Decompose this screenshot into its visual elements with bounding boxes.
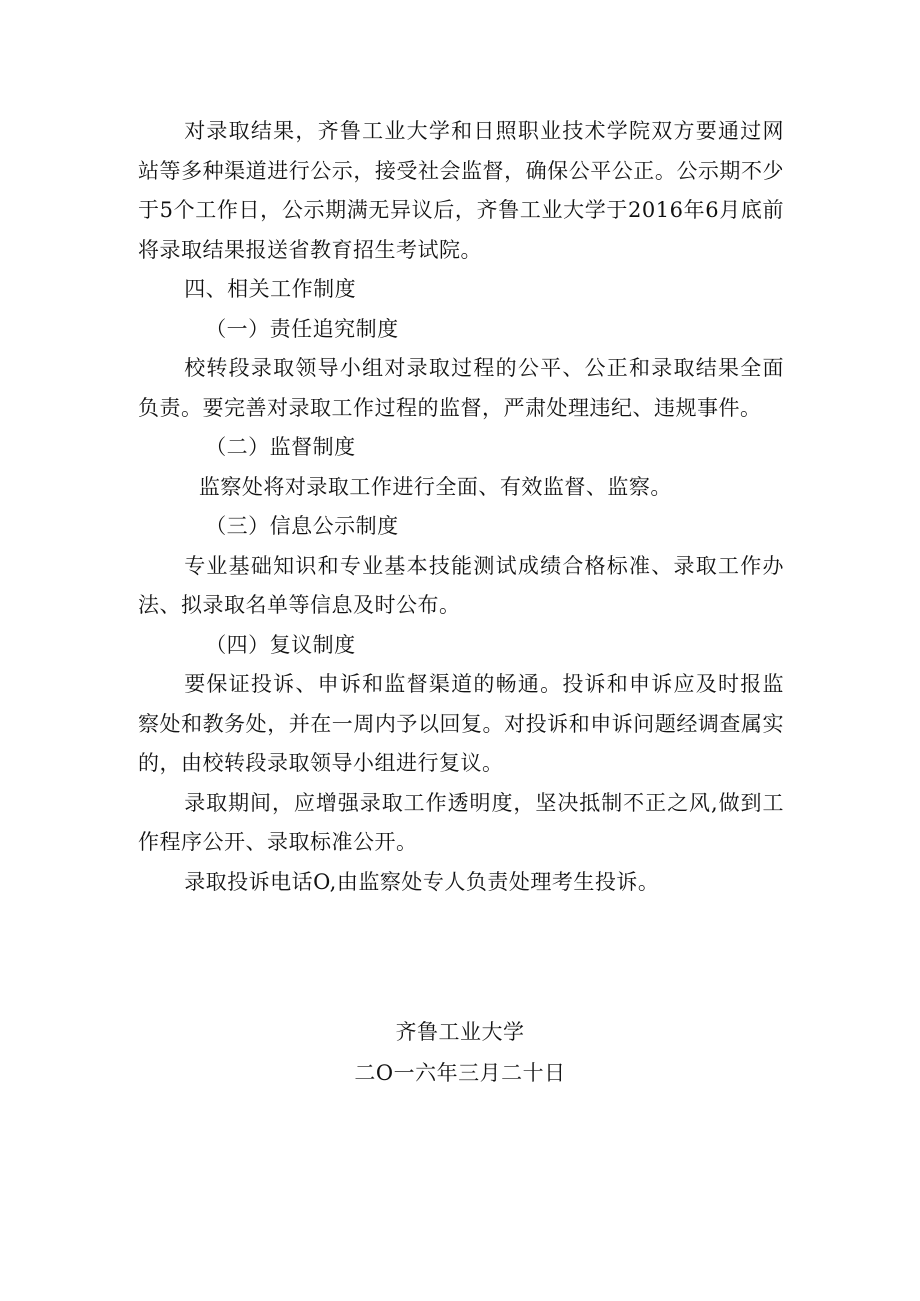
paragraph-supervision: 监察处将对录取工作进行全面、有效监督、监察。: [198, 474, 672, 499]
subheading-disclosure: （三）信息公示制度: [205, 514, 399, 538]
section-heading-work-rules: 四、相关工作制度: [184, 277, 357, 301]
signature-organization: 齐鲁工业大学: [395, 1020, 525, 1044]
subheading-accountability: （一）责任追究制度: [205, 316, 399, 341]
subheading-supervision: （二）监督制度: [205, 435, 356, 459]
subheading-review: （四）复议制度: [205, 632, 356, 657]
paragraph-accountability: 校转段录取领导小组对录取过程的公平、公正和录取结果全面负责。要完善对录取工作过程的监督，严肃处理违纪、违规事件。: [138, 356, 784, 420]
paragraph-transparency: 录取期间，应增强录取工作透明度，坚决抵制不正之风,做到工作程序公开、录取标准公开。: [138, 790, 784, 854]
paragraph-admission-results: 对录取结果，齐鲁工业大学和日照职业技术学院双方要通过网站等多种渠道进行公示，接受社会监督，确保公平公正。公示期不少于5个工作日，公示期满无异议后，齐鲁工业大学于2016年6月底前将录取结果报送省教育招生考试院。: [138, 119, 784, 262]
paragraph-review: 要保证投诉、申诉和监督渠道的畅通。投诉和申诉应及时报监察处和教务处，并在一周内予以回复。对投诉和申诉问题经调查属实的，由校转段录取领导小组进行复议。: [138, 672, 784, 775]
paragraph-complaint-hotline: 录取投诉电话O,由监察处专人负责处理考生投诉。: [184, 869, 660, 894]
signature-date: 二O一六年三月二十日: [354, 1061, 566, 1085]
document-body: [138, 112, 784, 902]
signature-block: [0, 1012, 920, 1094]
paragraph-disclosure: 专业基础知识和专业基本技能测试成绩合格标准、录取工作办法、拟录取名单等信息及时公布。: [138, 553, 784, 617]
